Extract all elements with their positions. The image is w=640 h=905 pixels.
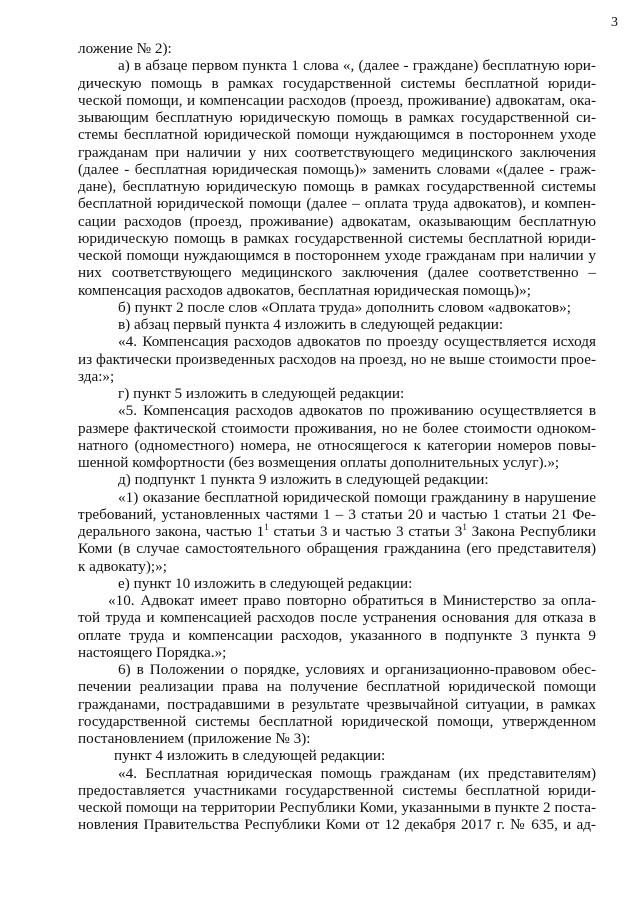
text-line: гражданами, пострадавшими в результате чрезвычайной ситуации, в рамках [78, 695, 596, 713]
text-line: них соответствующего медицинского заключения (далее соответственно – [78, 264, 596, 282]
text-line: дерального закона, частью $1^1$ статьи 3 и частью 3 статьи $3^1$ Закона Республики [78, 521, 596, 540]
text-line: постановлением (приложение № 3): [78, 730, 311, 747]
text-line: (далее - бесплатная юридическая помощь)» заменить словами «(далее - граж- [78, 160, 596, 178]
text-line: из фактически произведенных расходов на проезд, но не выше стоимости прое- [78, 350, 596, 368]
text-line: д) подпункт 1 пункта 9 изложить в следующей редакции: [118, 471, 489, 489]
text-line: государственной системы бесплатной юридической помощи, утвержденном [78, 712, 596, 730]
text-line: ложение № 2): [78, 40, 172, 57]
text-line: новления Правительства Республики Коми от 12 декабря 2017 г. № 635, и ад- [78, 816, 596, 834]
text-line: к адвокату);»; [78, 557, 167, 575]
text-line: зда:»; [78, 367, 115, 385]
text-line: «10. Адвокат имеет право повторно обратиться в Министерство за опла- [108, 592, 596, 609]
text-line: компенсация расходов адвокатов, бесплатная юридическая помощь)»; [78, 281, 531, 299]
text-line: той труда и компенсацией расходов после устранения основания для отказа в [78, 609, 596, 627]
text-line: а) в абзаце первом пункта 1 слова «, (далее - граждане) бесплатную юри- [118, 57, 596, 75]
text-line: ческой помощи, и компенсации расходов (проезд, проживание) адвокатам, ока- [78, 91, 596, 109]
text-line: печении реализации права на получение бесплатной юридической помощи [78, 678, 596, 696]
text-line: «4. Компенсация расходов адвокатов по проезду осуществляется исходя [118, 333, 596, 351]
text-line: дическую помощь в рамках государственной системы бесплатной юриди- [78, 74, 596, 92]
text-line: дане), бесплатную юридическую помощь в рамках государственной системы [78, 178, 596, 195]
text-line: г) пункт 5 изложить в следующей редакции: [118, 385, 405, 402]
text-line: гражданам при наличии у них соответствующего медицинского заключения [78, 143, 596, 161]
text-line: бесплатной юридической помощи (далее – оплата труда адвокатов), и компен- [78, 195, 596, 213]
text-line: в) абзац первый пункта 4 изложить в следующей редакции: [118, 316, 504, 333]
text-line: шенной комфортности (без возмещения оплаты дополнительных услуг).»; [78, 454, 560, 471]
text-line: «5. Компенсация расходов адвокатов по проживанию осуществляется в [118, 402, 596, 420]
text-line: е) пункт 10 изложить в следующей редакции: [118, 574, 413, 592]
text-line: предоставляется участниками государственной системы бесплатной юриди- [78, 781, 596, 799]
text-line: ческой помощи нуждающимся в постороннем уходе гражданам при наличии у [78, 247, 596, 264]
page-number: 3 [611, 15, 618, 30]
text-line: настоящего Порядка.»; [78, 643, 227, 661]
text-line: стемы бесплатной юридической помощи нуждающимся в постороннем уходе [78, 126, 596, 144]
text-line: б) пункт 2 после слов «Оплата труда» дополнить словом «адвокатов»; [118, 298, 571, 316]
text-line: пункт 4 изложить в следующей редакции: [114, 747, 386, 765]
document-body [78, 40, 596, 834]
text-line: оплате труда и компенсации расходов, указанного в подпункте 3 пункта 9 [78, 626, 596, 644]
text-line: требований, установленных частями 1 – 3 статьи 20 и частью 1 статьи 21 Фе- [78, 505, 596, 523]
text-line: ческой помощи на территории Республики Коми, указанными в пункте 2 поста- [78, 799, 596, 816]
text-line: сации расходов (проезд, проживание) адвокатам, оказывающим бесплатную [78, 212, 596, 230]
text-line: юридическую помощь в рамках государственной системы бесплатной юриди- [78, 229, 596, 247]
text-line: размере фактической стоимости проживания, но не более стоимости одноком- [78, 419, 596, 437]
text-line: Коми (в случае самостоятельного обращения гражданина (его представителя) [78, 540, 596, 558]
text-line: «1) оказание бесплатной юридической помощи гражданину в нарушение [118, 488, 596, 506]
text-line: «4. Бесплатная юридическая помощь гражданам (их представителям) [118, 764, 596, 782]
text-line: натного (одноместного) номера, не относящегося к категории номеров повы- [78, 436, 596, 454]
text-line: 6) в Положении о порядке, условиях и организационно-правовом обес- [118, 661, 596, 678]
text-line: зывающим бесплатную юридическую помощь в рамках государственной си- [78, 109, 596, 126]
